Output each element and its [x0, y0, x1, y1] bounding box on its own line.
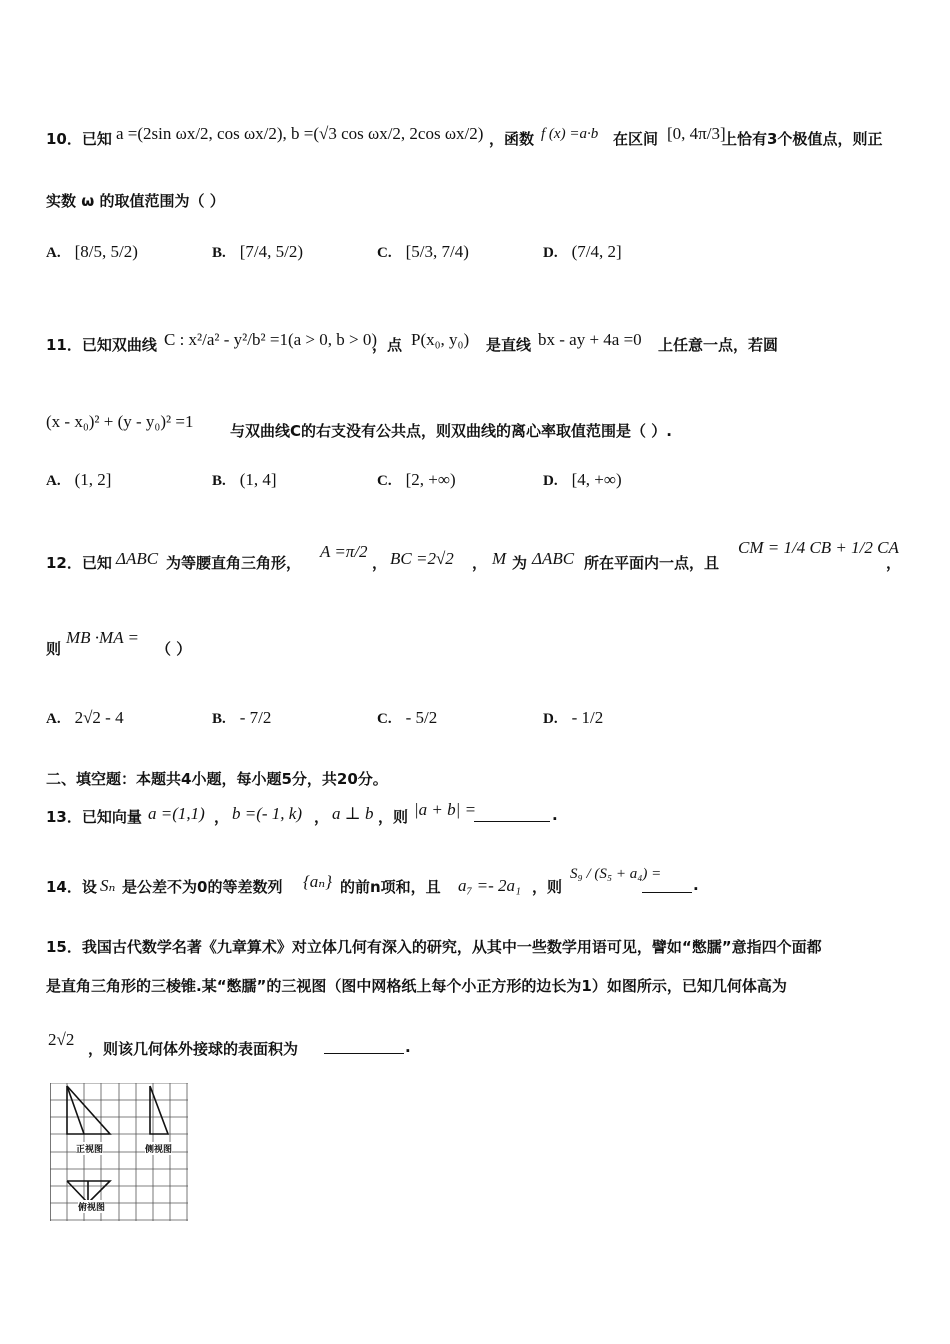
q12-option-a: [46, 708, 124, 728]
q10-vectors: [116, 124, 483, 144]
option-value: [7/4, 5/2): [239, 242, 304, 261]
q12-m: M: [492, 549, 507, 568]
q13-perp: a ⊥ b: [332, 804, 374, 823]
option-label: C.: [377, 711, 392, 727]
q12-triangle: ΔABC: [116, 549, 159, 568]
q11-line: bx - ay + 4a =0: [538, 330, 642, 349]
q12-option-d: [543, 708, 603, 728]
front-view-label: 正视图: [76, 1142, 103, 1155]
q13-answer-blank[interactable]: [474, 820, 550, 822]
q11-option-b: [212, 470, 277, 490]
q10-vectors-text: a =(2sin ωx/2, cos ωx/2), b =(√3 cos ωx/2, 2cos ωx/2): [116, 124, 484, 143]
q12-dot: MB ·MA =: [66, 628, 140, 647]
option-value: (7/4, 2]: [571, 242, 622, 261]
option-value: 2√2 - 4: [74, 708, 124, 727]
q14-cond: a₇ =- 2a₁: [458, 876, 521, 895]
three-view-figure: [50, 1083, 188, 1221]
q12-comma1: ，: [372, 554, 388, 572]
q12-mid1: 为等腰直角三角形，: [166, 554, 302, 572]
q14-seq: {aₙ}: [303, 872, 332, 891]
option-label: A.: [46, 711, 61, 727]
option-label: C.: [377, 473, 392, 489]
q11-line2-rest: 与双曲线C的右支没有公共点，则双曲线的离心率取值范围是（ ）.: [230, 422, 672, 440]
q11-option-d: [543, 470, 622, 490]
q13-comma2: ，: [314, 808, 330, 826]
option-label: B.: [212, 473, 226, 489]
option-label: D.: [543, 711, 558, 727]
option-label: A.: [46, 245, 61, 261]
option-label: A.: [46, 473, 61, 489]
option-label: D.: [543, 245, 558, 261]
q15-answer-blank[interactable]: [324, 1052, 404, 1054]
q11-point: P(x₀, y₀): [411, 330, 470, 349]
q12-number: 12．已知: [46, 554, 112, 572]
option-value: - 7/2: [239, 708, 272, 727]
q14-number: 14．设: [46, 878, 97, 896]
q11-mid3: 上任意一点，若圆: [658, 336, 779, 354]
q14-mid1: 是公差不为0的等差数列: [122, 878, 283, 896]
option-value: [5/3, 7/4): [405, 242, 469, 261]
option-value: - 1/2: [571, 708, 604, 727]
q12-option-b: [212, 708, 271, 728]
option-value: [8/5, 5/2): [74, 242, 138, 261]
q13-comma1: ，: [214, 808, 230, 826]
option-value: - 5/2: [405, 708, 438, 727]
q14-mid3: ，则: [532, 878, 563, 896]
q10-mid3: 上恰有3个极值点，则正: [722, 130, 883, 148]
section-heading: 二、填空题：本题共4小题，每小题5分，共20分。: [46, 770, 388, 788]
q12-vector-eq: CM = 1/4 CB + 1/2 CA: [738, 538, 899, 557]
q14-answer-blank[interactable]: [642, 891, 692, 893]
top-view-label: 俯视图: [78, 1200, 105, 1213]
q10-option-b: [212, 242, 303, 262]
option-label: C.: [377, 245, 392, 261]
q11-option-c: [377, 470, 456, 490]
q13-number: 13．已知向量: [46, 808, 142, 826]
q13-b: b =(- 1, k): [232, 804, 303, 823]
q10-option-c: [377, 242, 469, 262]
q14-end: .: [693, 876, 699, 894]
q10-option-d: [543, 242, 622, 262]
q11-mid1: ，点: [372, 336, 403, 354]
option-label: D.: [543, 473, 558, 489]
q14-sn: Sₙ: [100, 876, 116, 895]
q10-mid1: ，函数: [489, 130, 535, 148]
q10-option-a: [46, 242, 138, 262]
side-view-label: 侧视图: [145, 1142, 172, 1155]
q11-hyperbola: C : x²/a² - y²/b² =1(a > 0, b > 0): [164, 330, 377, 349]
option-value: [4, +∞): [571, 470, 622, 489]
q14-mid2: 的前n项和，且: [340, 878, 441, 896]
option-value: [2, +∞): [405, 470, 456, 489]
q15-line3: ，则该几何体外接球的表面积为: [88, 1040, 299, 1058]
q15-line1: 15．我国古代数学名著《九章算术》对立体几何有深入的研究，从其中一些数学用语可见，譬如“憋臑”意指四个面都: [46, 938, 822, 956]
q15-height: 2√2: [48, 1030, 75, 1049]
q11-circle: (x - x₀)² + (y - y₀)² =1: [46, 412, 194, 431]
q11-mid2: 是直线: [486, 336, 532, 354]
option-value: (1, 2]: [74, 470, 112, 489]
q10-interval: [0, 4π/3]: [667, 124, 726, 143]
option-label: B.: [212, 245, 226, 261]
q12-comma3: ，: [886, 554, 902, 572]
q12-angle: A =π/2: [320, 542, 368, 561]
q10-number: 10．已知: [46, 130, 112, 148]
q15-end: .: [405, 1038, 411, 1056]
q12-mid2: 为: [512, 554, 528, 572]
option-label: B.: [212, 711, 226, 727]
q12-comma2: ，: [472, 554, 488, 572]
q13-expr: |a + b| =: [414, 800, 477, 819]
q12-line2-suffix: （ ）: [156, 640, 192, 658]
q13-a: a =(1,1): [148, 804, 205, 823]
q12-side: BC =2√2: [390, 549, 454, 568]
q12-line2-prefix: 则: [46, 640, 62, 658]
q13-mid: ，则: [378, 808, 409, 826]
q11-number: 11．已知双曲线: [46, 336, 157, 354]
q10-mid2: 在区间: [613, 130, 659, 148]
q11-option-a: [46, 470, 111, 490]
q12-option-c: [377, 708, 437, 728]
q10-func: f (x) =a·b: [541, 126, 599, 142]
q12-mid3: 所在平面内一点，且: [584, 554, 720, 572]
q13-end: .: [552, 806, 558, 824]
q12-triangle2: ΔABC: [532, 549, 575, 568]
option-value: (1, 4]: [239, 470, 277, 489]
q10-line2: 实数 ω 的取值范围为（ ）: [46, 192, 225, 210]
q15-line2: 是直角三角形的三棱锥.某“憋臑”的三视图（图中网格纸上每个小正方形的边长为1）如图所示，已知几何体高为: [46, 977, 787, 995]
q14-expr: S₉ / (S₅ + a₄) =: [570, 866, 662, 882]
